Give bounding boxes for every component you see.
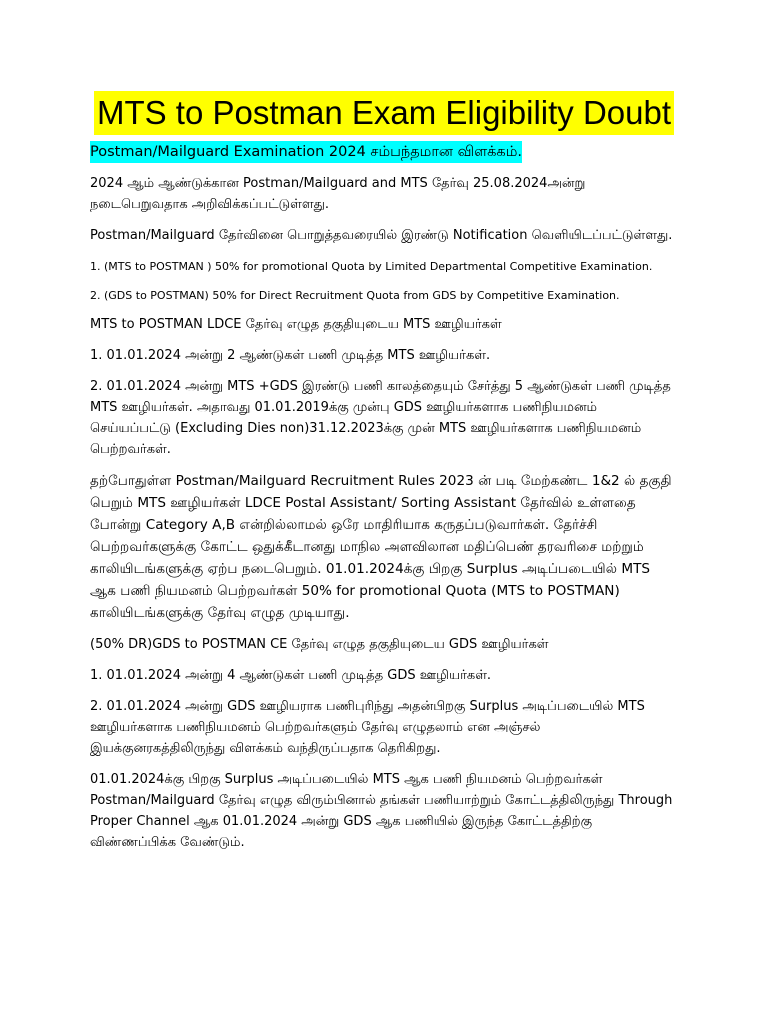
document-subtitle: Postman/Mailguard Examination 2024 சம்பந்தமான விளக்கம். [90, 141, 522, 163]
paragraph-mts-eligibility-heading: MTS to POSTMAN LDCE தேர்வு எழுத தகுதியுடைய MTS ஊழியர்கள் [90, 317, 502, 332]
paragraph-exam-date: 2024 ஆம் ஆண்டுக்கான Postman/Mailguard and MTS தேர்வு 25.08.2024அன்று நடைபெறுவதாக அறிவிக்கப்பட்டுள்ளது. [90, 176, 586, 212]
paragraph-surplus-application: 01.01.2024க்கு பிறகு Surplus அடிப்படையில் MTS ஆக பணி நியமனம் பெற்றவர்கள் Postman/Mailguard தேர்வு எழுத விரும்பினால் தங்கள் பணியாற்றும் கோட்டத்திலிருந்து Through Proper Channel ஆக 01.01.2024 அன்று GDS ஆக பணியில் இருந்த கோட்டத்திற்கு விண்ணப்பிக்க வேண்டும். [90, 772, 673, 850]
paragraph-gds-eligibility-heading: (50% DR)GDS to POSTMAN CE தேர்வு எழுத தகுதியுடைய GDS ஊழியர்கள் [90, 637, 549, 652]
paragraph-mts-eligibility-1: 1. 01.01.2024 அன்று 2 ஆண்டுகள் பணி முடித்த MTS ஊழியர்கள். [90, 348, 491, 363]
document-title: MTS to Postman Exam Eligibility Doubt [94, 91, 674, 135]
title-container [90, 0, 678, 135]
paragraph-gds-eligibility-1: 1. 01.01.2024 அன்று 4 ஆண்டுகள் பணி முடித்த GDS ஊழியர்கள். [90, 668, 492, 683]
paragraph-gds-eligibility-2: 2. 01.01.2024 அன்று GDS ஊழியராக பணிபுரிந்து அதன்பிறகு Surplus அடிப்படையில் MTS ஊழியர்களாக பணிநியமனம் பெற்றவர்களும் தேர்வு எழுதலாம் என அஞ்சல் இயக்குனரகத்திலிருந்து விளக்கம் வந்திருப்பதாக தெரிகிறது. [90, 699, 645, 756]
paragraph-notification-2: 2. (GDS to POSTMAN) 50% for Direct Recruitment Quota from GDS by Competitive Examination. [90, 289, 620, 302]
paragraph-notification-1: 1. (MTS to POSTMAN ) 50% for promotional Quota by Limited Departmental Competitive Examination. [90, 260, 653, 273]
paragraph-mts-eligibility-2: 2. 01.01.2024 அன்று MTS +GDS இரண்டு பணி காலத்தையும் சேர்த்து 5 ஆண்டுகள் பணி முடித்த MTS ஊழியர்கள். அதாவது 01.01.2019க்கு முன்பு GDS ஊழியர்களாக பணிநியமனம் செய்யப்பட்டு (Excluding Dies non)31.12.2023க்கு முன் MTS ஊழியர்களாக பணிநியமனம் பெற்றவர்கள். [90, 379, 671, 457]
paragraph-notifications: Postman/Mailguard தேர்வினை பொறுத்தவரையில் இரண்டு Notification வெளியிடப்பட்டுள்ளது. [90, 228, 673, 243]
paragraph-recruitment-rules: தற்போதுள்ள Postman/Mailguard Recruitment Rules 2023 ன் படி மேற்கண்ட 1&2 ல் தகுதி பெறும் MTS ஊழியர்கள் LDCE Postal Assistant/ Sorting Assistant தேர்வில் உள்ளதை போன்று Category A,B என்றில்லாமல் ஒரே மாதிரியாக கருதப்படுவார்கள். தேர்ச்சி பெற்றவர்களுக்கு கோட்ட ஒதுக்கீடானது மாநில அளவிலான மதிப்பெண் தரவரிசை மற்றும் காலியிடங்களுக்கு ஏற்ப நடைபெறும். 01.01.2024க்கு பிறகு Surplus அடிப்படையில் MTS ஆக பணி நியமனம் பெற்றவர்கள் 50% for promotional Quota (MTS to POSTMAN) காலியிடங்களுக்கு தேர்வு எழுத முடியாது. [90, 473, 672, 621]
subtitle-container [90, 135, 678, 163]
